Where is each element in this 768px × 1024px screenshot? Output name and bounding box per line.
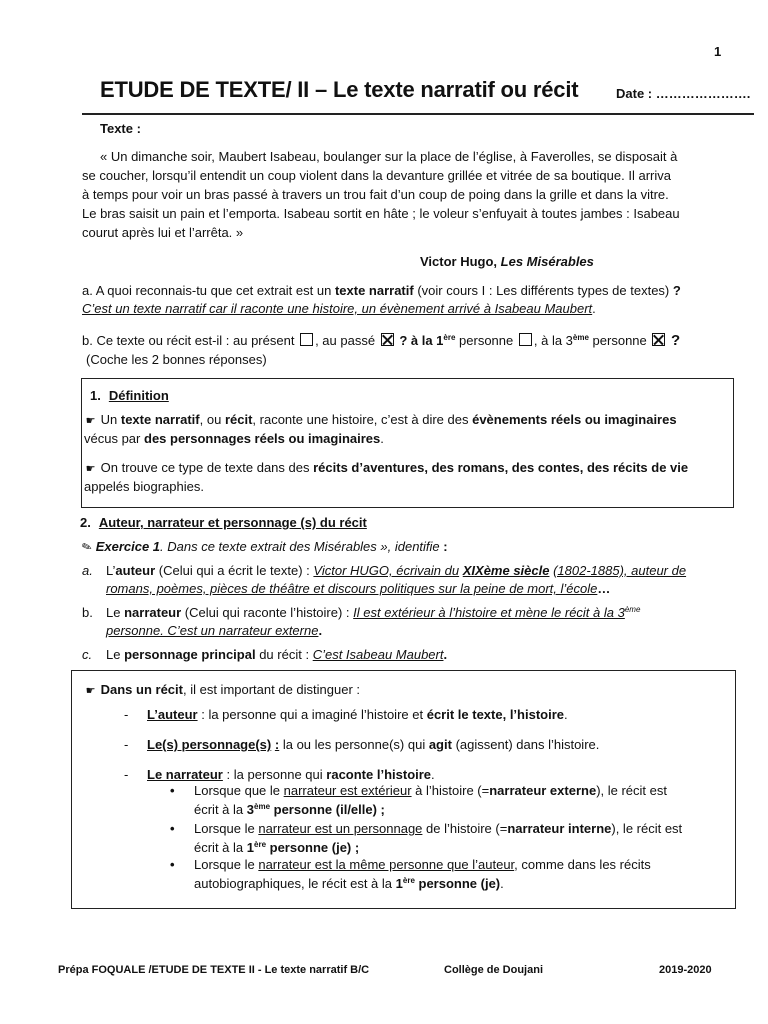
item-b-marker: b. xyxy=(82,605,93,620)
item-c-ans: C’est Isabeau Maubert xyxy=(312,647,444,662)
distinguish-intro-bold: Dans un récit xyxy=(100,682,183,697)
item-a-ans1: Victor HUGO, écrivain du xyxy=(313,563,460,578)
definition-p2-line1 xyxy=(84,458,688,479)
pointing-hand-icon: ☛ xyxy=(85,463,96,475)
dash-personnages-colon: : xyxy=(274,737,280,752)
item-c-marker: c. xyxy=(82,647,93,662)
b2-bold: narrateur interne xyxy=(507,821,612,836)
b1-bold: narrateur externe xyxy=(489,783,597,798)
source-author: Victor Hugo, xyxy=(420,254,498,269)
texte-line: à temps pour voir un bras passé à travers un trou fait d’un coup de poing dans la grille et dans la vitre. xyxy=(82,187,669,202)
bullet-interne-line2 xyxy=(194,838,359,857)
section2-number: 2. xyxy=(80,515,91,530)
def-p1-e: , raconte une histoire, c’est à dire des xyxy=(252,412,469,427)
exercise-label: Exercice 1 xyxy=(95,539,161,554)
distinguish-intro xyxy=(84,680,360,701)
checkbox-1ere-personne[interactable] xyxy=(519,333,532,346)
texte-source xyxy=(420,252,594,271)
definition-number: 1. xyxy=(90,388,101,403)
texte-line: « Un dimanche soir, Maubert Isabeau, boulanger sur la place de l’église, à Faverolles, se disposait à xyxy=(100,149,678,164)
def-p1-b: texte narratif xyxy=(120,412,200,427)
question-b-mark: ? xyxy=(671,332,681,349)
b3-l2b: 1 xyxy=(395,876,403,891)
bullet-externe-line1 xyxy=(194,782,667,800)
b3-sup: ère xyxy=(402,876,415,885)
texte-label: Texte : xyxy=(100,121,141,136)
title-rule xyxy=(82,113,754,115)
dash-personnages-rest: (agissent) dans l’histoire. xyxy=(455,737,600,752)
section2-heading xyxy=(80,513,367,532)
checkbox-3eme-personne-checked[interactable] xyxy=(652,333,665,346)
dash-narrateur-text: la personne qui xyxy=(233,767,323,782)
item-b-sup: ème xyxy=(624,605,641,614)
b2-c: ), le récit est xyxy=(611,821,683,836)
question-b-text-6: personne xyxy=(592,333,647,348)
b1-l2c: personne (il/elle) ; xyxy=(273,802,385,817)
question-a-prefix: a. A quoi reconnais-tu que cet extrait est un xyxy=(82,283,332,298)
def-p2-b: récits d’aventures, des romans, des contes, des récits de vie xyxy=(313,460,689,475)
answer-a-text: C’est un texte narratif car il raconte une histoire, un évènement arrivé à Isabeau Maubert xyxy=(82,301,593,316)
dash-auteur-text: la personne qui a imaginé l’histoire et xyxy=(208,707,424,722)
sup-eme: ème xyxy=(572,333,589,342)
item-c-line xyxy=(106,645,447,664)
item-b-line1 xyxy=(106,603,640,622)
footer-left: Prépa FOQUALE /ETUDE DE TEXTE II - Le texte narratif B/C xyxy=(58,964,370,976)
item-a-ans-bold: XIXème siècle xyxy=(462,563,550,578)
date-label: Date : …………………. xyxy=(616,86,751,101)
dash-personnages-bold: agit xyxy=(428,737,452,752)
question-b xyxy=(82,331,680,350)
question-b-text-1: b. Ce texte ou récit est-il : au présent xyxy=(82,333,295,348)
definition-p1-line2 xyxy=(84,429,384,448)
def-p1-d: récit xyxy=(224,412,253,427)
b2-a: Lorsque le xyxy=(194,821,255,836)
item-c-label: personnage principal xyxy=(124,647,256,662)
dash-auteur-bold: écrit le texte, l’histoire xyxy=(426,707,564,722)
b1-b: à l’histoire (= xyxy=(415,783,490,798)
question-a-suffix: (voir cours I : Les différents types de textes) xyxy=(417,283,670,298)
texte-line: courut après lui et l’arrêta. » xyxy=(82,225,244,240)
dash-narrateur-end: . xyxy=(431,767,435,782)
exercise-line xyxy=(79,537,448,557)
item-a-label: auteur xyxy=(115,563,156,578)
def-p1-i: . xyxy=(380,431,384,446)
b1-l2b: 3 xyxy=(246,802,254,817)
dash-marker: - xyxy=(124,737,129,752)
page-number: 1 xyxy=(714,44,722,59)
dash-narrateur-bold: raconte l’histoire xyxy=(326,767,432,782)
answer-a-end: . xyxy=(592,301,596,316)
bullet-auteur-line2 xyxy=(194,874,504,893)
b1-u: narrateur est extérieur xyxy=(283,783,412,798)
dash-auteur-term: L’auteur xyxy=(147,707,198,722)
distinguish-intro-rest: , il est important de distinguer : xyxy=(182,682,361,697)
definition-heading xyxy=(90,386,169,405)
checkbox-present[interactable] xyxy=(300,333,313,346)
b3-l2c: personne (je) xyxy=(418,876,501,891)
item-b-paren: (Celui qui raconte l’histoire) : xyxy=(184,605,350,620)
definition-p2-line2: appelés biographies. xyxy=(84,479,204,494)
dash-marker: - xyxy=(124,767,129,782)
item-a-paren: (Celui qui a écrit le texte) : xyxy=(158,563,310,578)
definition-p1-line1 xyxy=(84,410,677,431)
b2-l2a: écrit à la xyxy=(194,840,244,855)
b1-sup: ème xyxy=(254,802,271,811)
b3-c: , comme dans les récits xyxy=(514,857,651,872)
question-b-text-5: , à la 3 xyxy=(533,333,573,348)
dash-personnages xyxy=(147,735,599,754)
question-b-text-3: ? à la 1 xyxy=(399,333,444,348)
page-title: ETUDE DE TEXTE/ II – Le texte narratif ou récit xyxy=(100,77,579,102)
question-a xyxy=(82,281,681,300)
texte-line: Le bras saisit un pain et l’emporta. Isabeau sortit en hâte ; le voleur s’enfuyait à toutes jambes : Isabeau xyxy=(82,206,680,221)
footer-right: 2019-2020 xyxy=(659,964,712,976)
section2-title: Auteur, narrateur et personnage (s) du récit xyxy=(98,515,367,530)
item-c-pre: Le xyxy=(106,647,121,662)
dash-personnages-text: la ou les personne(s) qui xyxy=(282,737,426,752)
b3-l2a: autobiographiques, le récit est à la xyxy=(194,876,393,891)
exercise-text: . Dans ce texte extrait des Misérables », identifie xyxy=(160,539,440,554)
bullet-auteur-line1 xyxy=(194,856,651,874)
b2-l2c: personne (je) ; xyxy=(269,840,360,855)
dash-marker: - xyxy=(124,707,129,722)
dash-auteur-end: . xyxy=(564,707,568,722)
item-b-label: narrateur xyxy=(124,605,182,620)
pencil-icon: ✎ xyxy=(79,538,94,556)
dash-personnages-term: Le(s) personnage(s) xyxy=(147,737,272,752)
item-c-end: . xyxy=(443,647,448,662)
item-b-ans1: Il est extérieur à l’histoire et mène le récit à la 3 xyxy=(353,605,625,620)
dash-auteur-colon: : xyxy=(201,707,205,722)
bullet-interne-line1 xyxy=(194,820,682,838)
item-a-ans3-end: … xyxy=(597,581,611,596)
footer-center: Collège de Doujani xyxy=(444,964,544,976)
def-p1-c: , ou xyxy=(199,412,222,427)
bullet-externe-line2 xyxy=(194,800,385,819)
b1-a: Lorsque que le xyxy=(194,783,281,798)
question-b-text-2: , au passé xyxy=(315,333,376,348)
item-b-end: . xyxy=(318,623,323,638)
b2-sup: ère xyxy=(254,840,267,849)
question-b-note: (Coche les 2 bonnes réponses) xyxy=(86,352,267,367)
question-a-bold: texte narratif xyxy=(334,283,414,298)
item-a-ans2: (1802-1885), auteur de xyxy=(553,563,687,578)
item-c-mid: du récit : xyxy=(259,647,310,662)
b2-b: de l’histoire (= xyxy=(426,821,508,836)
item-a-pre: L’ xyxy=(106,563,116,578)
def-p1-f: évènements réels ou imaginaires xyxy=(472,412,677,427)
b1-c: ), le récit est xyxy=(596,783,667,798)
item-a-ans3: romans, poèmes, pièces de théâtre et discours politiques sur la peine de mort, l’école xyxy=(106,581,598,596)
b3-l2d: . xyxy=(500,876,504,891)
checkbox-passe-checked[interactable] xyxy=(381,333,394,346)
dash-narrateur-term: Le narrateur xyxy=(147,767,223,782)
b1-l2a: écrit à la xyxy=(194,802,244,817)
question-a-mark: ? xyxy=(672,283,681,298)
question-a-answer xyxy=(82,299,596,318)
b2-u: narrateur est un personnage xyxy=(258,821,423,836)
item-a-line1 xyxy=(106,561,686,580)
item-b-pre: Le xyxy=(106,605,121,620)
pointing-hand-icon: ☛ xyxy=(85,415,96,427)
dash-auteur xyxy=(147,705,568,724)
definition-title: Définition xyxy=(108,388,169,403)
source-work: Les Misérables xyxy=(500,254,594,269)
def-p1-a: Un xyxy=(100,412,118,427)
pointing-hand-icon: ☛ xyxy=(85,685,96,697)
b3-a: Lorsque le xyxy=(194,857,255,872)
texte-line: se coucher, lorsqu’il entendit un coup violent dans la devanture grillée et vitrée de sa boutique. Il arriva xyxy=(82,168,671,183)
b2-l2b: 1 xyxy=(246,840,254,855)
item-b-line2 xyxy=(106,621,322,640)
def-p1-g: vécus par xyxy=(84,431,141,446)
item-a-line2 xyxy=(106,579,610,598)
item-b-ans2: personne. C’est un narrateur externe xyxy=(106,623,319,638)
def-p1-h: des personnages réels ou imaginaires xyxy=(144,431,381,446)
def-p2-a: On trouve ce type de texte dans des xyxy=(100,460,310,475)
item-a-marker: a. xyxy=(82,563,93,578)
sup-ere: ère xyxy=(443,333,456,342)
b3-u: narrateur est la même personne que l’auteur xyxy=(258,857,515,872)
question-b-text-4: personne xyxy=(459,333,514,348)
dash-narrateur-colon: : xyxy=(226,767,231,782)
exercise-colon: : xyxy=(443,539,448,554)
